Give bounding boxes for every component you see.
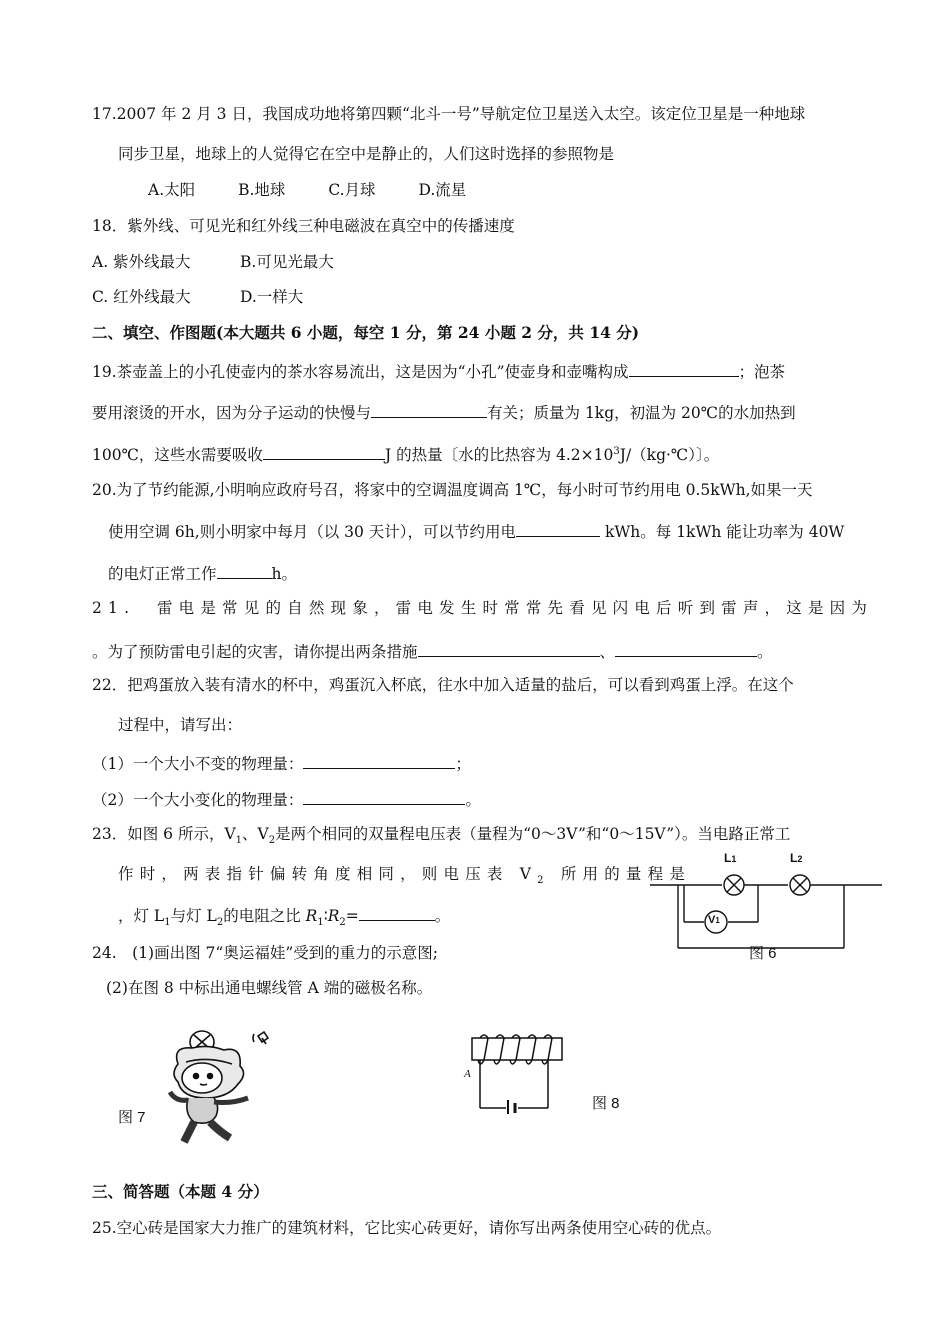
q19-line2-text-a: 要用滚烫的开水，因为分子运动的快慢与 [92,404,372,422]
voltmeter-v1-label: V1 [708,914,720,926]
answer-blank[interactable] [303,752,455,769]
q23-equals: = [345,907,359,925]
q23-line2-text-b: 所用的量程是 [549,865,692,883]
figure-7-caption: 图 7 [118,1109,146,1126]
q23-line1-text-c: 是两个相同的双量程电压表（量程为“0～3V”和“0～15V”）。当电路正常工 [275,825,791,843]
solenoid-diagram [462,1030,580,1114]
answer-blank[interactable] [217,562,272,579]
answer-blank[interactable] [371,401,487,418]
lamp-l1-label: L1 [724,851,737,865]
answer-blank[interactable] [263,443,385,460]
answer-blank[interactable] [615,640,757,657]
q18-option-a: A. 紫外线最大 [92,253,191,271]
q23-subscript: 2 [537,875,550,887]
q17-options [148,180,466,200]
q19-line3 [92,442,719,465]
q22-item1-end: ； [455,755,471,773]
q23-line1-text-b: 、V [242,825,269,843]
q23-r2-symbol: R [327,907,340,925]
figure-8-solenoid-circuit [462,1030,580,1114]
q24-line2: (2)在图 8 中标出通电螺线管 A 端的磁极名称。 [106,979,433,997]
q19-line3-text-c: J/（kg·℃）〕。 [619,446,720,465]
q17-stem-line1: 17.2007 年 2 月 3 日，我国成功地将第四颗“北斗一号”导航定位卫星送入太空。该定位卫星是一种地球 [92,105,806,123]
q23-r1-symbol: R [305,907,318,925]
q22-line2: 过程中，请写出： [118,716,243,734]
q23-line1-text-a: 23．如图 6 所示，V [92,825,236,843]
answer-blank[interactable] [359,904,435,921]
q18-option-c: C. 红外线最大 [92,288,191,306]
q22-item1 [92,752,471,774]
q23-line3-text-b: 与灯 L [170,907,217,925]
q17-option-c: C.月球 [328,181,376,199]
q18-option-b: B.可见光最大 [240,253,334,271]
q18-option-d: D.一样大 [240,288,304,306]
q22-line1: 22．把鸡蛋放入装有清水的杯中，鸡蛋沉入杯底，往水中加入适量的盐后，可以看到鸡蛋上浮。在这个 [92,676,794,694]
q21-line2-text-b: 、 [599,643,616,661]
q17-stem-line2: 同步卫星，地球上的人觉得它在空中是静止的，人们这时选择的参照物是 [118,145,615,163]
q23-line3-text-c: 的电阻之比 [223,907,306,925]
mascot-drawing [158,1026,288,1150]
q23-ratio-colon: ∶ [323,907,328,925]
q20-line2 [108,520,844,542]
figure-8-caption: 图 8 [592,1095,620,1112]
answer-blank[interactable] [629,360,739,377]
q25-stem: 25.空心砖是国家大力推广的建筑材料，它比实心砖更好，请你写出两条使用空心砖的优点。 [92,1219,722,1237]
q21-line2 [92,640,773,662]
q20-line3 [108,562,297,584]
q19-line3-text-a: 100℃，这些水需要吸收 [92,446,263,465]
q22-item2-end: 。 [465,791,481,809]
q21-line2-text-c: 。 [757,643,773,661]
q17-option-b: B.地球 [238,181,286,199]
lamp-l2-label: L2 [790,851,803,865]
q23-line3-text-a: ，灯 L [118,907,165,925]
q23-subscript: 2 [268,835,276,847]
q20-line2-text-a: 使用空调 6h,则小明家中每月（以 30 天计），可以节约用电 [108,523,517,541]
q24-line1: 24. (1)画出图 7“奥运福娃”受到的重力的示意图; [92,944,438,962]
q20-line3-text-a: 的电灯正常工作 [108,565,217,583]
q21-line2-text-a: 。为了预防雷电引起的灾害，请你提出两条措施 [92,643,418,661]
q23-subscript: 1 [235,835,243,847]
q23-subscript: 2 [216,917,224,929]
q18-options-row2 [92,287,304,307]
q23-subscript: 1 [164,917,171,929]
q21-line1: 21. 雷电是常见的自然现象，雷电发生时常常先看见闪电后听到雷声，这是因为 [92,599,874,617]
q19-superscript: 3 [613,446,620,457]
q19-line1-text: 19.茶壶盖上的小孔使壶内的茶水容易流出，这是因为“小孔”使壶身和壶嘴构成 [92,363,629,381]
q17-option-d: D.流星 [418,181,467,199]
q19-line2 [92,401,796,423]
q23-line3 [118,904,450,933]
q18-stem: 18．紫外线、可见光和红外线三种电磁波在真空中的传播速度 [92,217,515,235]
q23-line3-end: 。 [434,907,451,925]
answer-blank[interactable] [418,640,600,657]
figure-7-mascot-illustration [158,1026,288,1150]
section3-heading: 三、简答题（本题 4 分） [92,1182,269,1201]
q23-line2-text-a: 作时，两表指针偏转角度相同，则电压表 V [118,865,538,883]
q23-subscript: 2 [339,917,346,929]
q20-line2-text-b: kWh。每 1kWh 能让功率为 40W [600,523,845,541]
q22-item2-text: （2）一个大小变化的物理量： [92,791,304,809]
q23-line1 [92,824,790,851]
q18-options-row1 [92,252,334,272]
answer-blank[interactable] [516,520,600,537]
q19-line3-text-b: J 的热量〔水的比热容为 4.2×10 [384,446,614,465]
q17-option-a: A.太阳 [148,181,196,199]
answer-blank[interactable] [303,788,465,805]
q20-line3-text-b: h。 [271,565,297,583]
q19-line1-end: ；泡茶 [738,363,786,381]
q22-item2 [92,788,481,810]
q23-line2 [118,864,691,891]
figure-6-caption: 图 6 [749,945,777,962]
q20-line1: 20.为了节约能源,小明响应政府号召，将家中的空调温度调高 1℃，每小时可节约用电 0.5kWh,如果一天 [92,481,813,499]
q19-line2-text-b: 有关；质量为 1kg，初温为 20℃的水加热到 [487,404,796,422]
section2-heading: 二、填空、作图题(本大题共 6 小题，每空 1 分，第 24 小题 2 分，共 14 分) [92,323,640,342]
q19-line1 [92,360,785,382]
q22-item1-text: （1）一个大小不变的物理量： [92,755,304,773]
q23-subscript: 1 [317,917,324,929]
solenoid-end-a-label: A [464,1068,471,1080]
